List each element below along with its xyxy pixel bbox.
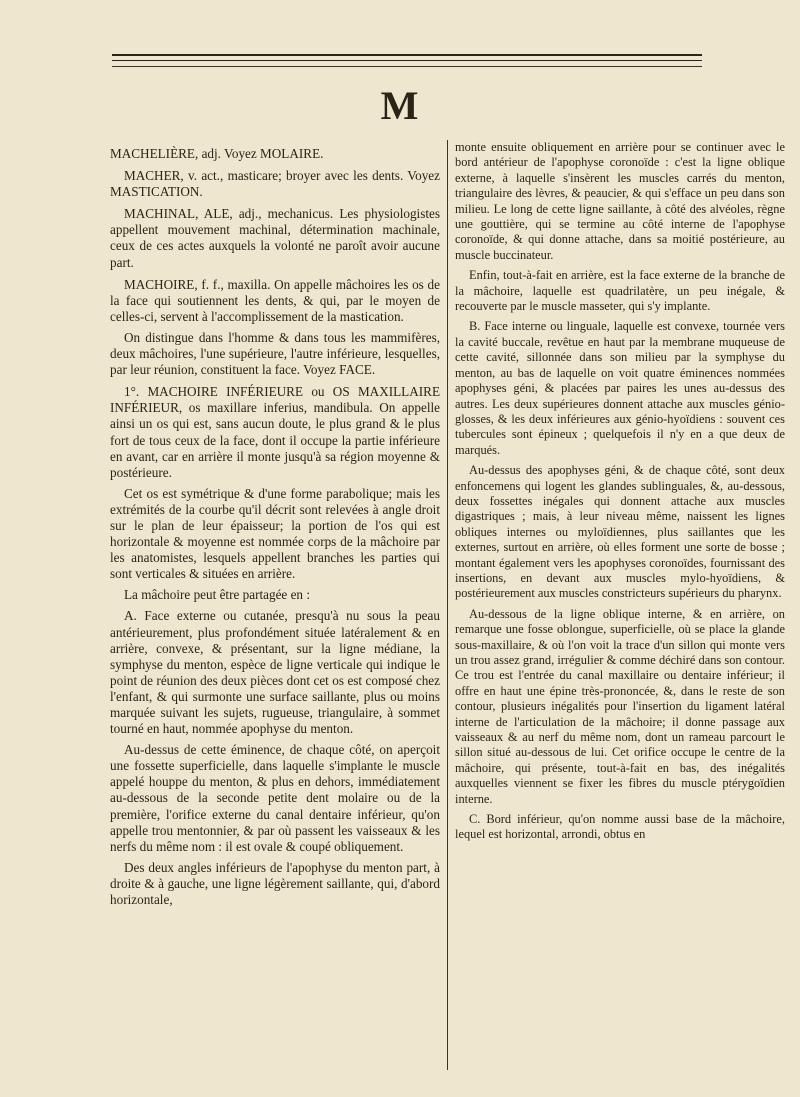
right-column bbox=[455, 140, 785, 848]
paragraph: Des deux angles inférieurs de l'apophyse du menton part, à droite & à gauche, une ligne légèrement saillante, qui, d'abord horizontale, bbox=[110, 859, 440, 908]
entry-macher: MACHER, v. act., masticare; broyer avec les dents. Voyez MASTICATION. bbox=[110, 168, 440, 200]
top-double-rule bbox=[112, 54, 702, 61]
section-letter: M bbox=[380, 83, 420, 128]
paragraph: Au-dessus de cette éminence, de chaque côté, on aperçoit une fossette superficielle, dans laquelle s'implante le muscle appelé houppe du menton, & plus en dehors, immédiatement au-dessous de la seconde petite dent molaire ou de la première, l'orifice externe du canal dentaire inférieur, qu'on appelle trou mentonnier, & par où passent les vaisseaux & les nerfs du même nom : il est ovale & coupé obliquement. bbox=[110, 742, 440, 854]
paragraph: B. Face interne ou linguale, laquelle est convexe, tournée vers la cavité buccale, revêtue en haut par la membrane muqueuse de cette cavité, sillonnée dans son milieu par la symphyse du menton, au bas de laquelle on voit quatre éminences nommées apophyses géni, & placées par paires les unes au-dessus des autres. Les deux supérieures donnent attache aux muscles génio-glosses, & les deux inférieures aux génio-hyoïdiens : souvent ces tubercules sont épineux ; quelquefois il n'y en a que deux de marqués. bbox=[455, 319, 785, 457]
paragraph: Cet os est symétrique & d'une forme parabolique; mais les extrémités de la courbe qu'il décrit sont relevées à angle droit sur le plan de leur épaisseur; la portion de l'os qui est horizontale & moyenne est nommée corps de la mâchoire par les anatomistes, lesquels appellent branches les parties qui sont verticales & situées en arrière. bbox=[110, 485, 440, 582]
top-thin-rule bbox=[112, 66, 702, 67]
entry-macheliere: MACHELIÈRE, adj. Voyez MOLAIRE. bbox=[110, 146, 324, 161]
paragraph: monte ensuite obliquement en arrière pour se continuer avec le bord antérieur de l'apophyse coronoïde : c'est la ligne oblique externe, à laquelle s'insèrent les muscles carrés du menton, triangulaire des lèvres, & peaucier, & qui s'efface un peu dans son milieu. Le long de cette ligne saillante, à côté des alvéoles, règne une gouttière, qui se termine au côté interne de l'apophyse coronoïde, & qui donne attache, dans sa moitié postérieure, au muscle buccinateur. bbox=[455, 140, 785, 262]
paragraph: C. Bord inférieur, qu'on nomme aussi base de la mâchoire, lequel est horizontal, arrondi, obtus en bbox=[455, 812, 785, 842]
paragraph: Au-dessus des apophyses géni, & de chaque côté, sont deux enfoncemens qui logent les glandes sublinguales, &, au-dessous, deux fossettes inégales qui donnent attache aux muscles digastriques ; mais, à leur niveau même, naissent les lignes obliques internes ou myloïdiennes, plus saillantes que les externes, surtout en arrière, où elles forment une sorte de bosse ; montant également vers les apophyses coronoïdes, fournissant des insertions, en devant aux muscles mylo-hyoïdiens, & postérieurement aux muscles constricteurs supérieurs du pharynx. bbox=[455, 463, 785, 601]
entry-machinal: MACHINAL, ALE, adj., mechanicus. Les physiologistes appellent mouvement machinal, détermination machinale, ceux de ces actes auxquels la volonté ne paroît avoir aucune part. bbox=[110, 206, 440, 270]
column-divider bbox=[447, 140, 448, 1070]
subentry-machoire-inferieure: 1°. MACHOIRE INFÉRIEURE ou OS MAXILLAIRE INFÉRIEUR, os maxillare inferius, mandibula. On appelle ainsi un os qui est, sans aucun doute, le plus grand & le plus fort de tous ceux de la face, dont il occupe la partie inférieure en avant, car en arrière il monte jusqu'à sa région moyenne & postérieure. bbox=[110, 384, 440, 480]
paragraph: A. Face externe ou cutanée, presqu'à nu sous la peau antérieurement, plus profondément située latéralement & en arrière, convexe, & présentant, sur la ligne médiane, la symphyse du menton, espèce de ligne verticale qui indique le point de réunion des deux pièces dont cet os est composé chez l'enfant, & qui surmonte une surface saillante, plus ou moins marquée suivant les sujets, rugueuse, triangulaire, à sommet tourné en haut, nommée apophyse du menton. bbox=[110, 608, 440, 737]
left-column bbox=[110, 140, 440, 913]
paragraph: Au-dessous de la ligne oblique interne, & en arrière, on remarque une fosse oblongue, superficielle, où se place la glande sous-maxillaire, & où l'on voit la trace d'un sillon qui monte vers un trou assez grand, irrégulier & comme déchiré dans son contour. Ce trou est l'entrée du canal maxillaire ou dentaire inférieur; il offre en haut une épine très-prononcée, &, dans le reste de son contour, plusieurs inégalités pour l'insertion du ligament latéral interne de l'articulation de la mâchoire; il donne passage aux vaisseaux & au nerf du même nom, dont un rameau parcourt le sillon situé au-dessous de lui. Cet orifice occupe le centre de la mâchoire, qui présente, tout-à-fait en bas, des inégalités auxquelles viennent se fixer les fibres du muscle ptérygoïdien interne. bbox=[455, 606, 785, 806]
paragraph: On distingue dans l'homme & dans tous les mammifères, deux mâchoires, l'une supérieure, l'autre inférieure, lesquelles, par leur réunion, constituent la face. Voyez FACE. bbox=[110, 329, 440, 378]
paragraph: Enfin, tout-à-fait en arrière, est la face externe de la branche de la mâchoire, laquelle est quadrilatère, un peu inégale, & recouverte par le muscle masseter, qui s'y implante. bbox=[455, 268, 785, 314]
paragraph: La mâchoire peut être partagée en : bbox=[124, 587, 310, 603]
entry-machoire: MACHOIRE, f. f., maxilla. On appelle mâchoires les os de la face qui soutiennent les dents, & qui, par le moyen de celles-ci, servent à l'accomplissement de la mastication. bbox=[110, 276, 440, 324]
